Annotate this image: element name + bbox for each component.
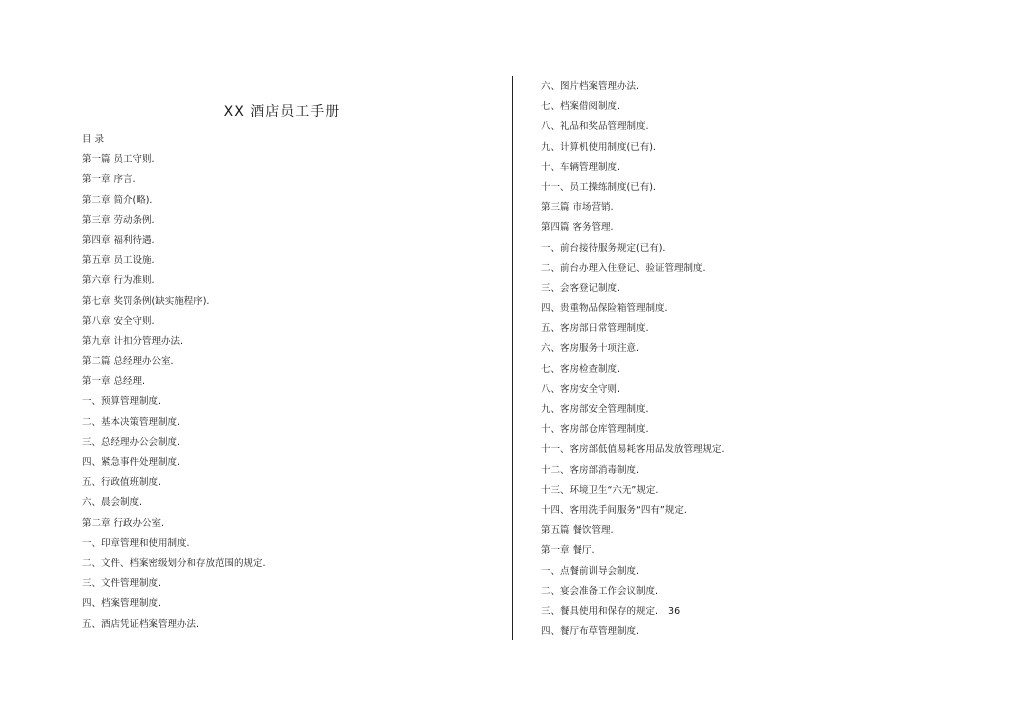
toc-entry (82, 231, 266, 251)
toc-entry (82, 453, 266, 473)
toc-entry-text: 目 录 (82, 134, 105, 145)
toc-entry-text: 一、印章管理和使用制度. (82, 537, 190, 549)
toc-entry (541, 400, 725, 420)
toc-entry (541, 501, 725, 521)
toc-entry (541, 521, 725, 541)
toc-entry-text: 第二章 简介(略). (82, 194, 153, 206)
toc-entry-text: 二、基本决策管理制度. (82, 416, 181, 428)
toc-entry (82, 514, 266, 534)
toc-entry-text: 第七章 奖罚条例(缺实施程序). (82, 295, 210, 307)
toc-entry (82, 493, 266, 513)
toc-entry-text: 十二、客房部消毒制度. (541, 464, 640, 476)
toc-entry (82, 534, 266, 554)
toc-entry (541, 380, 725, 400)
toc-entry (82, 352, 266, 372)
toc-entry-text: 十一、客房部低值易耗客用品发放管理规定. (541, 444, 725, 456)
toc-entry (541, 279, 725, 299)
toc-entry-text: 三、餐具使用和保存的规定. (541, 605, 659, 617)
toc-entry (82, 554, 266, 574)
toc-entry-text: 十四、客用洗手间服务“四有”规定. (541, 504, 687, 516)
toc-entry (82, 332, 266, 352)
toc-entry-text: 六、晨会制度. (82, 497, 143, 509)
toc-entry-text: 二、前台办理入住登记、验证管理制度. (541, 262, 706, 274)
toc-entry-text: 四、餐厅布草管理制度. (541, 626, 640, 638)
toc-entry-text: 三、总经理办公会制度. (82, 436, 181, 448)
toc-entry-text: 九、客房部安全管理制度. (541, 404, 649, 415)
toc-entry (541, 461, 725, 481)
toc-entry-text: 一、前台接待服务规定(已有). (541, 242, 666, 254)
toc-entry (82, 130, 266, 150)
toc-entry-text: 第六章 行为准则. (82, 275, 155, 287)
toc-entry-text: 二、宴会准备工作会议制度. (541, 585, 659, 597)
toc-entry (82, 473, 266, 493)
toc-entry (541, 360, 725, 380)
toc-entry (541, 178, 725, 198)
toc-entry (541, 622, 725, 642)
toc-entry (541, 138, 725, 158)
toc-entry-text: 五、客房部日常管理制度. (541, 323, 649, 335)
toc-entry-text: 二、文件、档案密级划分和存放范围的规定. (82, 557, 266, 569)
toc-entry-text: 一、预算管理制度. (82, 396, 162, 408)
toc-entry (541, 339, 725, 359)
toc-entry-text: 第三篇 市场营销. (541, 202, 614, 214)
toc-entry-text: 三、文件管理制度. (82, 578, 162, 590)
toc-entry-text: 十三、环境卫生“六无”规定. (541, 484, 659, 496)
toc-entry (541, 541, 725, 561)
toc-entry-text: 七、客房检查制度. (541, 363, 621, 375)
toc-entry (541, 420, 725, 440)
toc-entry (541, 77, 725, 97)
toc-entry-text: 第三章 劳动条例. (82, 214, 155, 226)
toc-entry (82, 413, 266, 433)
toc-entry (82, 574, 266, 594)
toc-entry-text: 四、紧急事件处理制度. (82, 457, 181, 468)
toc-entry (82, 292, 266, 312)
toc-entry (541, 158, 725, 178)
toc-entry-text: 六、图片档案管理办法. (541, 81, 640, 92)
toc-entry-text: 五、酒店凭证档案管理办法. (82, 618, 200, 630)
toc-entry (82, 372, 266, 392)
document-title: XX 酒店员工手册 (223, 104, 341, 120)
toc-right-column (541, 77, 725, 642)
toc-entry-text: 第四篇 客务管理. (541, 222, 614, 234)
column-divider (512, 76, 513, 640)
toc-entry (541, 440, 725, 460)
toc-entry-text: 第四章 福利待遇. (82, 234, 155, 246)
toc-entry (541, 602, 725, 622)
toc-entry (82, 615, 266, 635)
toc-entry (82, 150, 266, 170)
toc-entry-text: 第二篇 总经理办公室. (82, 356, 174, 368)
toc-entry-text: 第五章 员工设施. (82, 255, 155, 267)
toc-entry-text: 四、贵重物品保险箱管理制度. (541, 303, 668, 315)
toc-entry-text: 六、客房服务十项注意. (541, 343, 640, 355)
toc-entry (541, 582, 725, 602)
toc-entry (82, 170, 266, 190)
toc-entry-text: 十、车辆管理制度. (541, 161, 621, 173)
toc-entry-text: 十一、员工操练制度(已有). (541, 181, 656, 193)
toc-entry (541, 239, 725, 259)
toc-entry (541, 259, 725, 279)
toc-entry (82, 191, 266, 211)
toc-entry-text: 第五篇 餐饮管理. (541, 525, 614, 537)
toc-entry (82, 312, 266, 332)
toc-entry (82, 271, 266, 291)
toc-entry (82, 211, 266, 231)
toc-entry (82, 594, 266, 614)
toc-entry (541, 299, 725, 319)
toc-entry (541, 97, 725, 117)
toc-entry (82, 433, 266, 453)
toc-entry-text: 第二章 行政办公室. (82, 517, 165, 529)
toc-entry-text: 五、行政值班制度. (82, 477, 162, 489)
toc-entry-text: 第一篇 员工守则. (82, 154, 155, 166)
toc-entry-text: 八、礼品和奖品管理制度. (541, 121, 649, 133)
toc-entry (541, 319, 725, 339)
toc-entry-text: 一、点餐前训导会制度. (541, 565, 640, 577)
toc-entry-text: 第八章 安全守则. (82, 315, 155, 327)
toc-entry (541, 117, 725, 137)
toc-entry (541, 481, 725, 501)
toc-entry-text: 四、档案管理制度. (82, 598, 162, 610)
toc-entry-text: 九、计算机使用制度(已有). (541, 141, 656, 153)
toc-entry (541, 562, 725, 582)
toc-entry (541, 198, 725, 218)
toc-left-column (82, 130, 266, 635)
toc-entry-text: 十、客房部仓库管理制度. (541, 424, 649, 436)
toc-entry-text: 三、会客登记制度. (541, 282, 621, 294)
toc-entry-text: 七、档案借阅制度. (541, 101, 621, 113)
toc-entry-text: 第一章 序言. (82, 174, 136, 186)
toc-entry-text: 第一章 餐厅. (541, 545, 595, 557)
page-number: 36 (668, 605, 681, 617)
toc-entry (541, 218, 725, 238)
toc-entry (82, 251, 266, 271)
toc-entry-text: 第九章 计扣分管理办法. (82, 335, 184, 347)
toc-entry-text: 第一章 总经理. (82, 376, 146, 388)
toc-entry (82, 392, 266, 412)
toc-entry-text: 八、客房安全守则. (541, 383, 621, 395)
